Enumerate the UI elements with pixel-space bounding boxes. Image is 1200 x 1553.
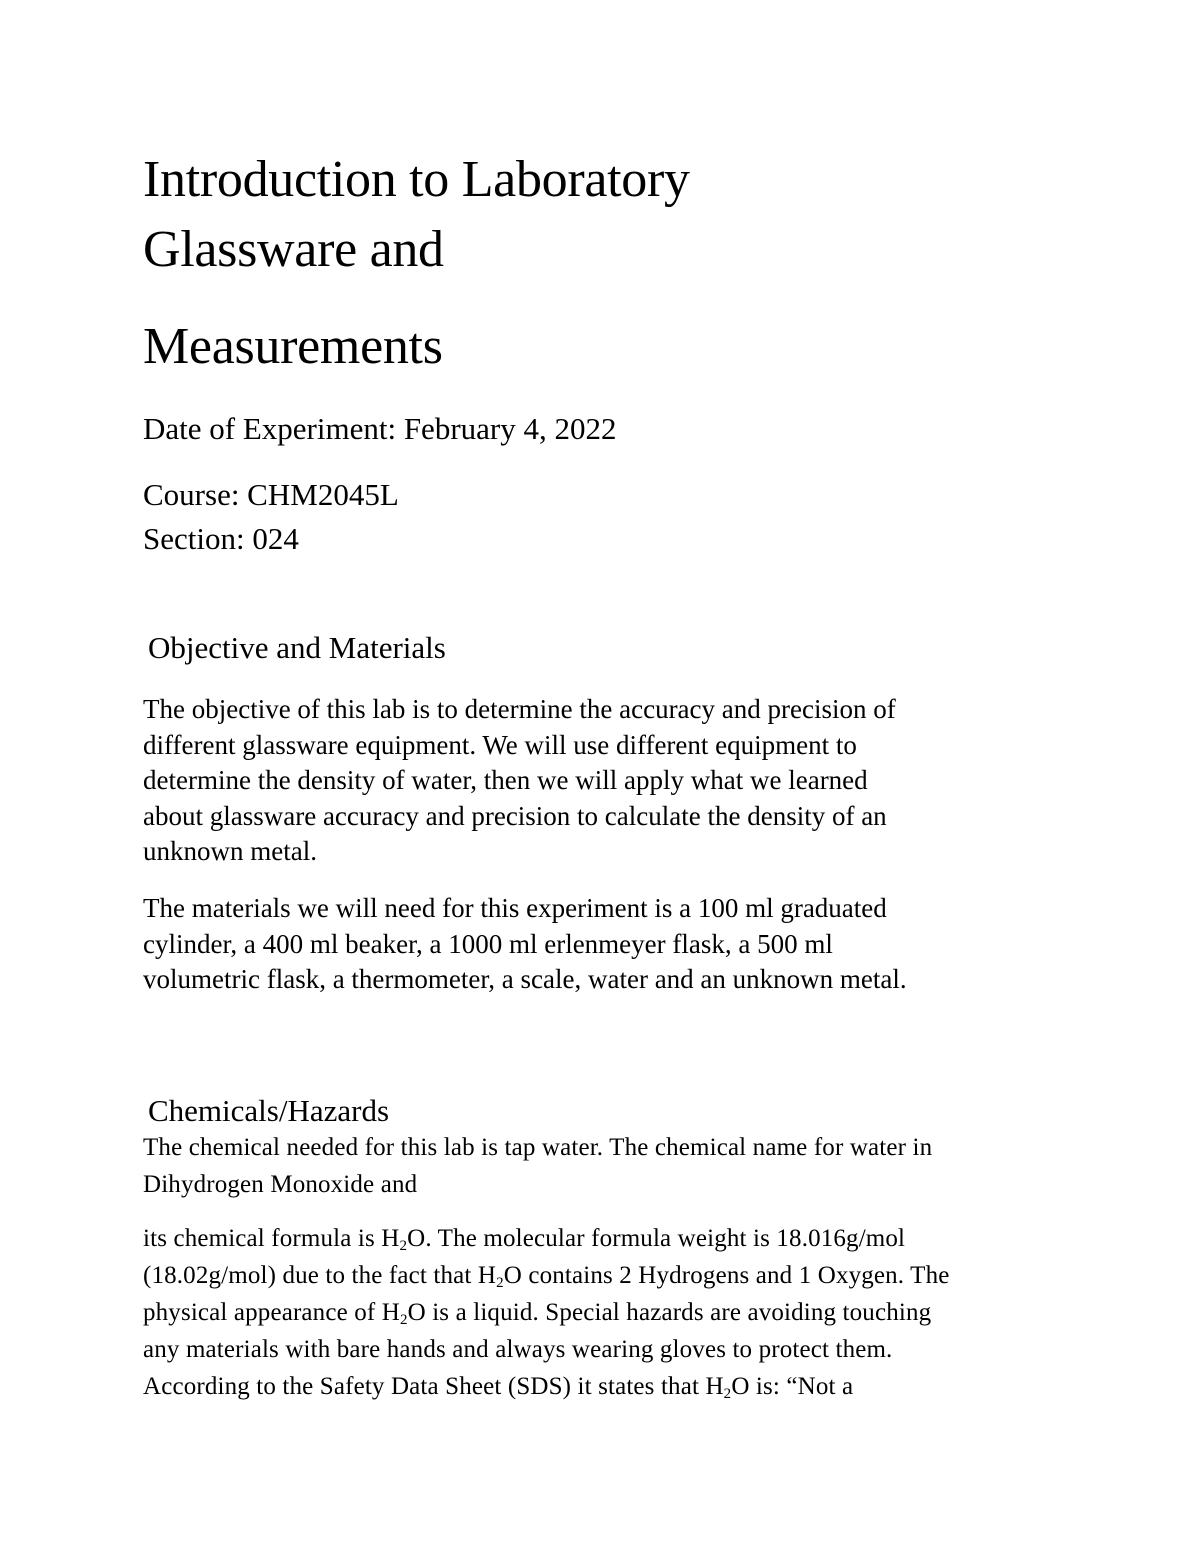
paragraph-line: different glassware equipment. We will use different equipment to [143,729,857,760]
title-line-2: Glassware and [143,221,444,278]
paragraph-line: about glassware accuracy and precision to calculate the density of an [143,800,887,831]
paragraph-line: any materials with bare hands and always wearing gloves to protect them. [143,1336,893,1363]
paragraph-line: The materials we will need for this experiment is a 100 ml graduated [143,893,887,923]
paragraph-line: determine the density of water, then we will apply what we learned [143,765,868,795]
paragraph-line: According to the Safety Data Sheet (SDS) it states that $H_2O$ is: “Not a [143,1373,854,1402]
paragraph-line: its chemical formula is $H_2O$. The molecular formula weight is 18.016g/mol [143,1225,906,1254]
date-of-experiment: Date of Experiment: February 4, 2022 [143,411,617,446]
paragraph-line: Dihydrogen Monoxide and [143,1171,418,1198]
title-line-1: Introduction to Laboratory [143,151,690,208]
objective-paragraph [143,692,1073,870]
section-line: Section: 024 [143,521,299,556]
formula-paragraph [143,1220,1083,1405]
course-line: Course: CHM2045L [143,477,399,512]
paragraph-line: (18.02g/mol) due to the fact that $H_2O$ contains 2 Hydrogens and 1 Oxygen. The [143,1262,950,1291]
paragraph-line: physical appearance of $H_2O$ is a liquid. Special hazards are avoiding touching [143,1299,932,1328]
section-heading-chemicals: Chemicals/Hazards [148,1093,390,1128]
title-line-3: Measurements [143,318,443,375]
chemicals-paragraph [143,1129,1083,1203]
paragraph-line: cylinder, a 400 ml beaker, a 1000 ml erlenmeyer flask, a 500 ml [143,928,833,959]
materials-paragraph [143,891,1073,998]
section-heading-objective: Objective and Materials [148,630,446,665]
paragraph-line: volumetric flask, a thermometer, a scale, water and an unknown metal. [143,964,907,994]
paragraph-line: The chemical needed for this lab is tap water. The chemical name for water in [143,1134,933,1161]
paragraph-line: unknown metal. [143,836,317,866]
paragraph-line: The objective of this lab is to determine the accuracy and precision of [143,694,896,724]
